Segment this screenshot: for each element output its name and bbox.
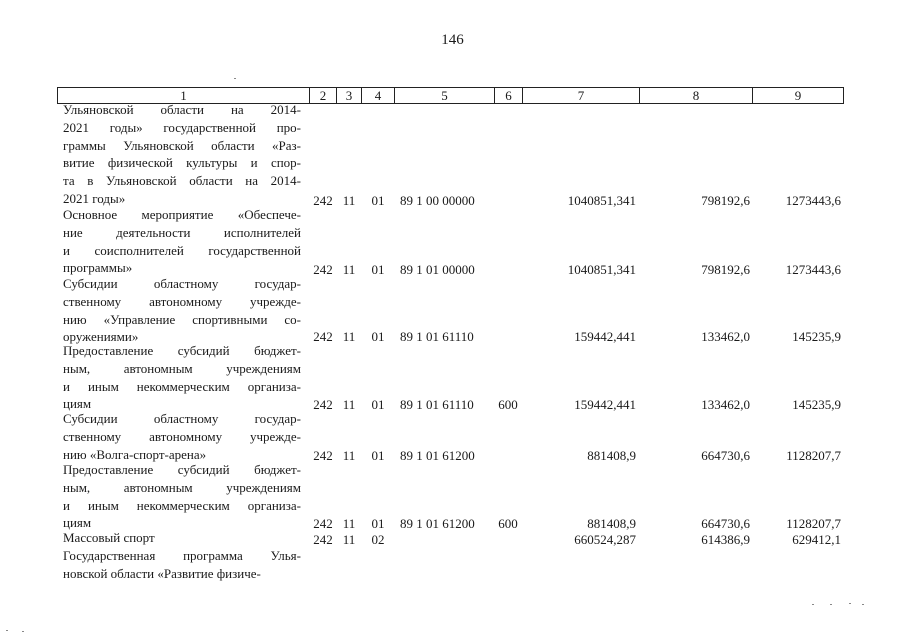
cell-col-4: 01 [371,397,385,412]
desc-line: оружениями» [63,329,139,345]
page-number: 146 [441,32,464,48]
desc-line: ным, автономным учреждениям [63,479,301,495]
desc-line: новской области «Развитие физиче- [63,565,261,581]
row-description [63,342,301,413]
row-description [63,410,301,463]
cell-col-7: 881408,9 [587,516,636,531]
desc-line: Субсидии областному государ- [63,411,301,426]
desc-line: циям [63,396,92,412]
cell-col-5: 89 1 01 00000 [400,262,475,277]
cell-col-7: 1040851,341 [567,262,636,277]
cell-col-2: 242 [313,329,333,344]
cell-col-4: 02 [371,532,385,547]
cell-col-6: 600 [498,516,518,531]
desc-line: 2021 годы» [63,190,126,206]
desc-line: Ульяновской области на 2014- [63,102,301,117]
cell-col-9: 145235,9 [792,329,841,344]
cell-col-7: 159442,441 [574,329,636,344]
desc-line: Субсидии областному государ- [63,276,301,291]
desc-line: нию «Волга-спорт-арена» [63,446,207,462]
desc-line: ственному автономному учрежде- [63,428,301,444]
row-description [63,529,301,547]
desc-line: Массовый спорт [63,530,155,545]
desc-line: граммы Ульяновской области «Раз- [63,137,301,153]
desc-line: Предоставление субсидий бюджет- [63,343,301,358]
cell-col-3: 11 [342,262,356,277]
row-description [63,275,301,346]
header-col-4: 4 [362,87,395,104]
cell-col-7: 1040851,341 [567,193,636,208]
cell-col-5: 89 1 01 61200 [400,448,475,463]
cell-col-7: 159442,441 [574,397,636,412]
cell-col-5: 89 1 00 00000 [400,193,475,208]
header-col-3: 3 [337,87,362,104]
cell-col-3: 11 [342,397,356,412]
cell-col-5: 89 1 01 61110 [400,397,474,412]
cell-col-5: 89 1 01 61200 [400,516,475,531]
cell-col-2: 242 [313,262,333,277]
desc-line: программы» [63,260,133,276]
cell-col-5: 89 1 01 61110 [400,329,474,344]
cell-col-9: 145235,9 [792,397,841,412]
scan-speck [22,631,24,632]
scan-speck [234,78,236,79]
desc-line: Государственная программа Улья- [63,548,301,563]
cell-col-9: 1128207,7 [786,516,841,531]
header-col-6: 6 [495,87,523,104]
desc-line: ственному автономному учрежде- [63,293,301,309]
desc-line: витие физической культуры и спор- [63,155,301,171]
cell-col-3: 11 [342,516,356,531]
row-description [63,206,301,277]
desc-line: 2021 годы» государственной про- [63,119,301,135]
cell-col-2: 242 [313,448,333,463]
cell-col-4: 01 [371,329,385,344]
desc-line: и иным некоммерческим организа- [63,378,301,394]
desc-line: циям [63,515,92,531]
desc-line: нию «Управление спортивными со- [63,311,301,327]
cell-col-4: 01 [371,193,385,208]
scan-speck [6,630,8,631]
row-description [63,461,301,532]
cell-col-2: 242 [313,193,333,208]
scan-speck [862,604,864,605]
cell-col-8: 133462,0 [701,329,750,344]
cell-col-3: 11 [342,532,356,547]
cell-col-7: 881408,9 [587,448,636,463]
scan-speck [849,603,851,604]
header-col-8: 8 [640,87,753,104]
desc-line: и соисполнителей государственной [63,242,301,258]
cell-col-4: 01 [371,448,385,463]
cell-col-7: 660524,287 [574,532,636,547]
cell-col-9: 629412,1 [792,532,841,547]
cell-col-6: 600 [498,397,518,412]
header-col-7: 7 [523,87,640,104]
row-description [63,547,301,583]
cell-col-3: 11 [342,193,356,208]
cell-col-2: 242 [313,532,333,547]
cell-col-9: 1273443,6 [785,193,841,208]
scan-speck [830,604,832,605]
cell-col-4: 01 [371,262,385,277]
desc-line: Основное мероприятие «Обеспече- [63,207,301,222]
cell-col-3: 11 [342,329,356,344]
cell-col-8: 798192,6 [701,262,750,277]
cell-col-8: 614386,9 [701,532,750,547]
cell-col-8: 798192,6 [701,193,750,208]
cell-col-4: 01 [371,516,385,531]
desc-line: ние деятельности исполнителей [63,224,301,240]
header-col-2: 2 [310,87,337,104]
cell-col-8: 133462,0 [701,397,750,412]
desc-line: та в Ульяновской области на 2014- [63,173,301,189]
cell-col-8: 664730,6 [701,448,750,463]
desc-line: Предоставление субсидий бюджет- [63,462,301,477]
cell-col-2: 242 [313,397,333,412]
cell-col-9: 1128207,7 [786,448,841,463]
scan-speck [812,604,814,605]
header-col-1: 1 [57,87,310,104]
row-description [63,101,301,208]
cell-col-3: 11 [342,448,356,463]
cell-col-9: 1273443,6 [785,262,841,277]
cell-col-8: 664730,6 [701,516,750,531]
header-col-9: 9 [753,87,844,104]
desc-line: и иным некоммерческим организа- [63,497,301,513]
cell-col-2: 242 [313,516,333,531]
desc-line: ным, автономным учреждениям [63,360,301,376]
header-col-5: 5 [395,87,495,104]
